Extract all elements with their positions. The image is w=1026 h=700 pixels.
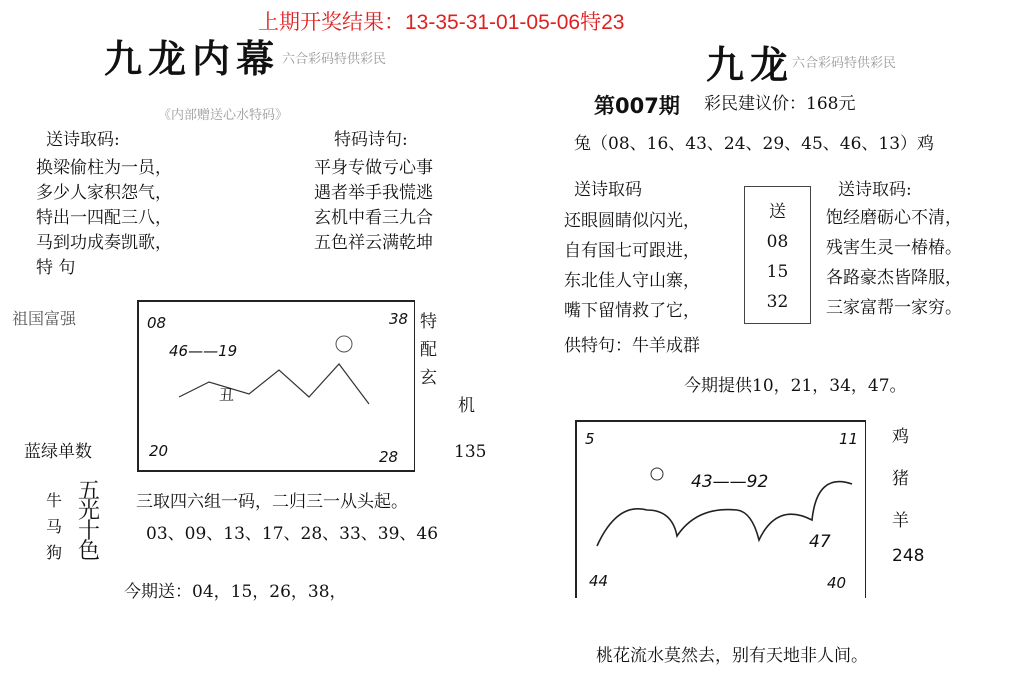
pic2-num-bottom-left: 44 — [589, 572, 609, 590]
send-label: 送 — [769, 202, 786, 222]
pic2-num-bottom-right: 40 — [827, 574, 847, 592]
hills-sketch-icon — [577, 422, 865, 598]
send-number: 32 — [766, 292, 789, 312]
poem-line: 特出一四配三八， — [36, 208, 172, 228]
right-poem1: 还眼圆睛似闪光， 自有国七可跟进， 东北佳人守山寨， 嘴下留情救了它， — [564, 211, 700, 321]
right-poem1-heading: 送诗取码 — [574, 180, 642, 200]
pic-num-middle: 46——19 — [169, 342, 238, 360]
left-tagline: 《内部赠送心水特码》 — [158, 108, 289, 123]
poem-line: 马到功成奏凯歌， — [36, 233, 172, 253]
left-side-top: 祖国富强 — [12, 309, 77, 328]
left-numbers: 03、09、13、17、28、33、39、46 — [146, 524, 439, 544]
pic-char: 丑 — [219, 386, 235, 404]
left-today: 今期送：04，15，26，38， — [124, 582, 347, 602]
pic2-num-middle: 43——92 — [691, 472, 769, 492]
zodiac-line: 兔（08、16、43、24、29、45、46、13）鸡 — [574, 134, 935, 154]
right-subtitle: 六合彩码特供彩民 — [792, 56, 897, 71]
poem-line: 遇者举手我慌逃 — [314, 183, 433, 203]
pic-num-top-left: 08 — [147, 314, 167, 332]
poem-line: 平身专做亏心事 — [314, 158, 433, 178]
pic2-num-top-right: 11 — [839, 430, 859, 448]
pic2-num-inner: 47 — [809, 532, 831, 552]
left-zodiac-col: 牛 马 狗 — [46, 491, 63, 562]
left-poem2-heading: 特码诗句: — [334, 130, 408, 150]
last-draw-label: 上期开奖结果： — [258, 11, 405, 34]
right-picture-box — [575, 420, 866, 598]
right-poem2: 饱经磨砺心不清， 残害生灵一椿椿。 各路豪杰皆降服， 三家富帮一家穷。 — [826, 208, 962, 318]
left-side-bottom: 蓝绿单数 — [24, 442, 92, 462]
poem-footer: 特 句 — [36, 258, 76, 278]
left-side-right-extra: 机 — [458, 396, 475, 416]
pic-num-bottom-left: 20 — [149, 442, 169, 460]
last-draw-numbers: 13-35-31-01-05-06特23 — [405, 11, 625, 34]
right-footer: 桃花流水莫然去，别有天地非人间。 — [596, 646, 868, 666]
poem-line: 多少人家积怨气， — [36, 183, 172, 203]
issue-number: 第007期 — [594, 94, 680, 118]
poem-line: 换梁偷柱为一员， — [36, 158, 172, 178]
left-subtitle: 六合彩码特供彩民 — [282, 52, 387, 67]
send-number: 15 — [766, 262, 789, 282]
poem-line: 玄机中看三九合 — [314, 208, 433, 228]
right-side-num: 248 — [892, 546, 925, 566]
pic-num-top-right: 38 — [389, 310, 409, 328]
right-title: 九龙 — [706, 42, 795, 87]
special-phrase: 供特句：牛羊成群 — [564, 336, 700, 356]
suggested-price: 彩民建议价：168元 — [704, 94, 856, 114]
left-poem2 — [314, 156, 433, 256]
pic-num-bottom-right: 28 — [379, 448, 399, 466]
left-title: 九龙内幕 — [104, 36, 281, 81]
right-side-zodiac: 鸡 猪 羊 — [892, 427, 909, 531]
left-side-right-num: 135 — [454, 442, 487, 462]
right-today: 今期提供10，21，34，47。 — [684, 376, 907, 396]
left-big-col: 五 光 十 色 — [78, 479, 101, 564]
right-poem2-heading: 送诗取码: — [838, 180, 912, 200]
left-picture-box — [137, 300, 415, 472]
left-poem1 — [36, 156, 172, 281]
send-number: 08 — [766, 232, 789, 252]
last-draw-result — [258, 6, 624, 36]
left-poem1-heading: 送诗取码: — [46, 130, 120, 150]
poem-line: 五色祥云满乾坤 — [314, 233, 433, 253]
mountain-sketch-icon — [139, 302, 414, 470]
pic2-num-top-left: 5 — [585, 430, 595, 448]
send-box — [744, 186, 811, 324]
left-rule: 三取四六组一码，二归三一从头起。 — [136, 492, 408, 512]
left-side-right: 特 配 玄 — [420, 312, 437, 388]
